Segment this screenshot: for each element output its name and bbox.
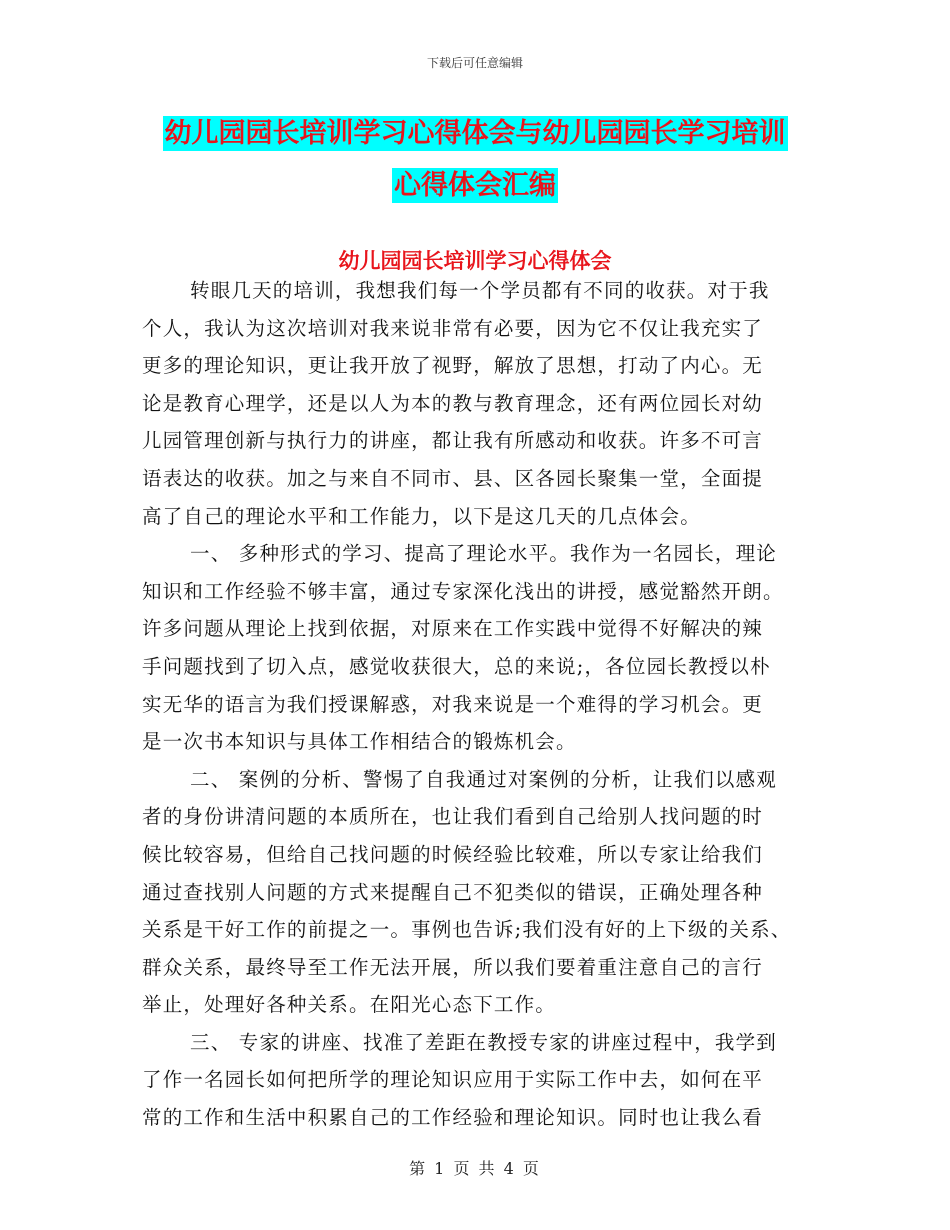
body-line: 通过查找别人问题的方式来提醒自己不犯类似的错误，正确处理各种 xyxy=(142,880,764,904)
body-text xyxy=(142,272,822,1137)
section-title: 幼儿园园长培训学习心得体会 xyxy=(338,249,612,273)
body-line: 儿园管理创新与执行力的讲座，都让我有所感动和收获。许多不可言 xyxy=(142,429,764,453)
page-footer: 第 1 页 共 4 页 xyxy=(409,1159,541,1178)
body-line: 手问题找到了切入点，感觉收获很大，总的来说;，各位园长教授以朴 xyxy=(142,654,771,678)
body-line: 是一次书本知识与具体工作相结合的锻炼机会。 xyxy=(142,730,577,754)
body-line: 一、 多种形式的学习、提高了理论水平。我作为一名园长，理论 xyxy=(190,542,777,566)
body-line: 高了自己的理论水平和工作能力，以下是这几天的几点体会。 xyxy=(142,504,701,528)
document-title-line-2: 心得体会汇编 xyxy=(394,170,556,201)
body-line: 转眼几天的培训，我想我们每一个学员都有不同的收获。对于我 xyxy=(190,279,770,302)
document-title-line-1: 幼儿园园长培训学习心得体会与幼儿园园长学习培训 xyxy=(164,118,786,149)
body-line: 关系是干好工作的前提之一。事例也告诉;我们没有好的上下级的关系、 xyxy=(142,918,792,942)
body-line: 许多问题从理论上找到依据，对原来在工作实践中觉得不好解决的辣 xyxy=(142,617,764,641)
body-line: 三、 专家的讲座、找准了差距在教授专家的讲座过程中，我学到 xyxy=(190,1030,777,1054)
body-line: 语表达的收获。加之与来自不同市、县、区各园长聚集一堂，全面提 xyxy=(142,466,764,490)
header-note: 下载后可任意编辑 xyxy=(426,56,523,70)
document-title xyxy=(0,108,950,212)
body-line: 实无华的语言为我们授课解惑，对我来说是一个难得的学习机会。更 xyxy=(142,692,764,716)
body-line: 更多的理论知识，更让我开放了视野，解放了思想，打动了内心。无 xyxy=(142,354,764,378)
body-line: 二、 案例的分析、警惕了自我通过对案例的分析，让我们以感观 xyxy=(190,767,777,791)
body-line: 举止，处理好各种关系。在阳光心态下工作。 xyxy=(142,993,557,1017)
body-line: 常的工作和生活中积累自己的工作经验和理论知识。同时也让我么看 xyxy=(142,1106,764,1130)
body-line: 群众关系，最终导至工作无法开展，所以我们要着重注意自己的言行 xyxy=(142,955,764,979)
body-line: 知识和工作经验不够丰富，通过专家深化浅出的讲授，感觉豁然开朗。 xyxy=(142,579,784,603)
body-line: 论是教育心理学，还是以人为本的教与教育理念，还有两位园长对幼 xyxy=(142,391,764,415)
body-line: 者的身份讲清问题的本质所在，也让我们看到自己给别人找问题的时 xyxy=(142,805,764,829)
body-line: 候比较容易，但给自己找问题的时候经验比较难，所以专家让给我们 xyxy=(142,842,764,866)
body-line: 个人，我认为这次培训对我来说非常有必要，因为它不仅让我充实了 xyxy=(142,316,764,340)
body-line: 了作一名园长如何把所学的理论知识应用于实际工作中去，如何在平 xyxy=(142,1068,764,1092)
